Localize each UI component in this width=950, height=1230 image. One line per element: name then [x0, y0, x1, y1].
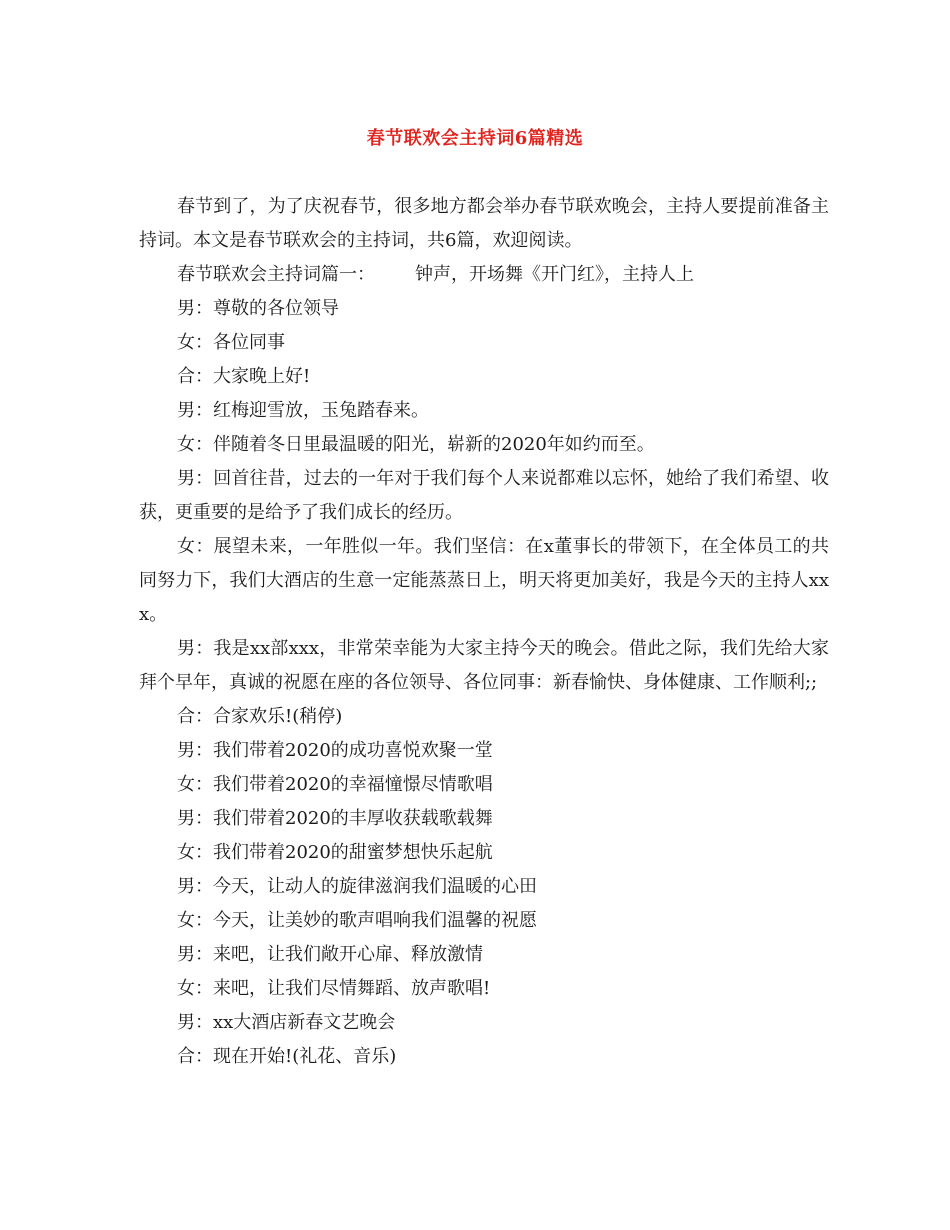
- dialogue-line: 女：各位同事: [177, 332, 285, 353]
- section-heading-label: 春节联欢会主持词篇一：: [177, 264, 375, 285]
- dialogue-line: 合：合家欢乐!(稍停): [177, 706, 343, 727]
- dialogue-line: 男：我们带着2020的成功喜悦欢聚一堂: [177, 740, 493, 761]
- dialogue-line: 合：大家晚上好!: [177, 366, 311, 387]
- document-title: 春节联欢会主持词6篇精选: [366, 128, 584, 149]
- dialogue-line: 男：我们带着2020的丰厚收获载歌载舞: [177, 808, 493, 829]
- section-heading-text: 钟声，开场舞《开门红》，主持人上: [415, 264, 694, 285]
- dialogue-line: 男：尊敬的各位领导: [177, 298, 339, 319]
- section-heading: [139, 258, 829, 292]
- dialogue-line: 女：来吧，让我们尽情舞蹈、放声歌唱!: [177, 978, 491, 999]
- dialogue-line: 男：xx大酒店新春文艺晚会: [177, 1012, 396, 1033]
- intro-paragraph: 春节到了，为了庆祝春节，很多地方都会举办春节联欢晚会，主持人要提前准备主持词。本文是春节联欢会的主持词，共6篇，欢迎阅读。: [139, 196, 829, 251]
- dialogue-line: 女：展望未来，一年胜似一年。我们坚信：在x董事长的带领下，在全体员工的共同努力下，我们大酒店的生意一定能蒸蒸日上，明天将更加美好，我是今天的主持人xxx。: [139, 536, 829, 625]
- dialogue-line: 女：我们带着2020的幸福憧憬尽情歌唱: [177, 774, 493, 795]
- dialogue-line: 男：来吧，让我们敞开心扉、释放激情: [177, 944, 483, 965]
- dialogue-line: 男：红梅迎雪放，玉兔踏春来。: [177, 400, 429, 421]
- dialogue-line: 男：今天，让动人的旋律滋润我们温暖的心田: [177, 876, 537, 897]
- dialogue-line: 合：现在开始!(礼花、音乐): [177, 1046, 397, 1067]
- dialogue-line: 男：回首往昔，过去的一年对于我们每个人来说都难以忘怀，她给了我们希望、收获，更重要的是给予了我们成长的经历。: [139, 468, 829, 523]
- dialogue-line: 男：我是xx部xxx，非常荣幸能为大家主持今天的晚会。借此之际，我们先给大家拜个早年，真诚的祝愿在座的各位领导、各位同事：新春愉快、身体健康、工作顺利;;: [139, 638, 829, 693]
- dialogue-line: 女：今天，让美妙的歌声唱响我们温馨的祝愿: [177, 910, 537, 931]
- document-body: [139, 190, 829, 1074]
- dialogue-line: 女：伴随着冬日里最温暖的阳光，崭新的2020年如约而至。: [177, 434, 655, 455]
- dialogue-line: 女：我们带着2020的甜蜜梦想快乐起航: [177, 842, 493, 863]
